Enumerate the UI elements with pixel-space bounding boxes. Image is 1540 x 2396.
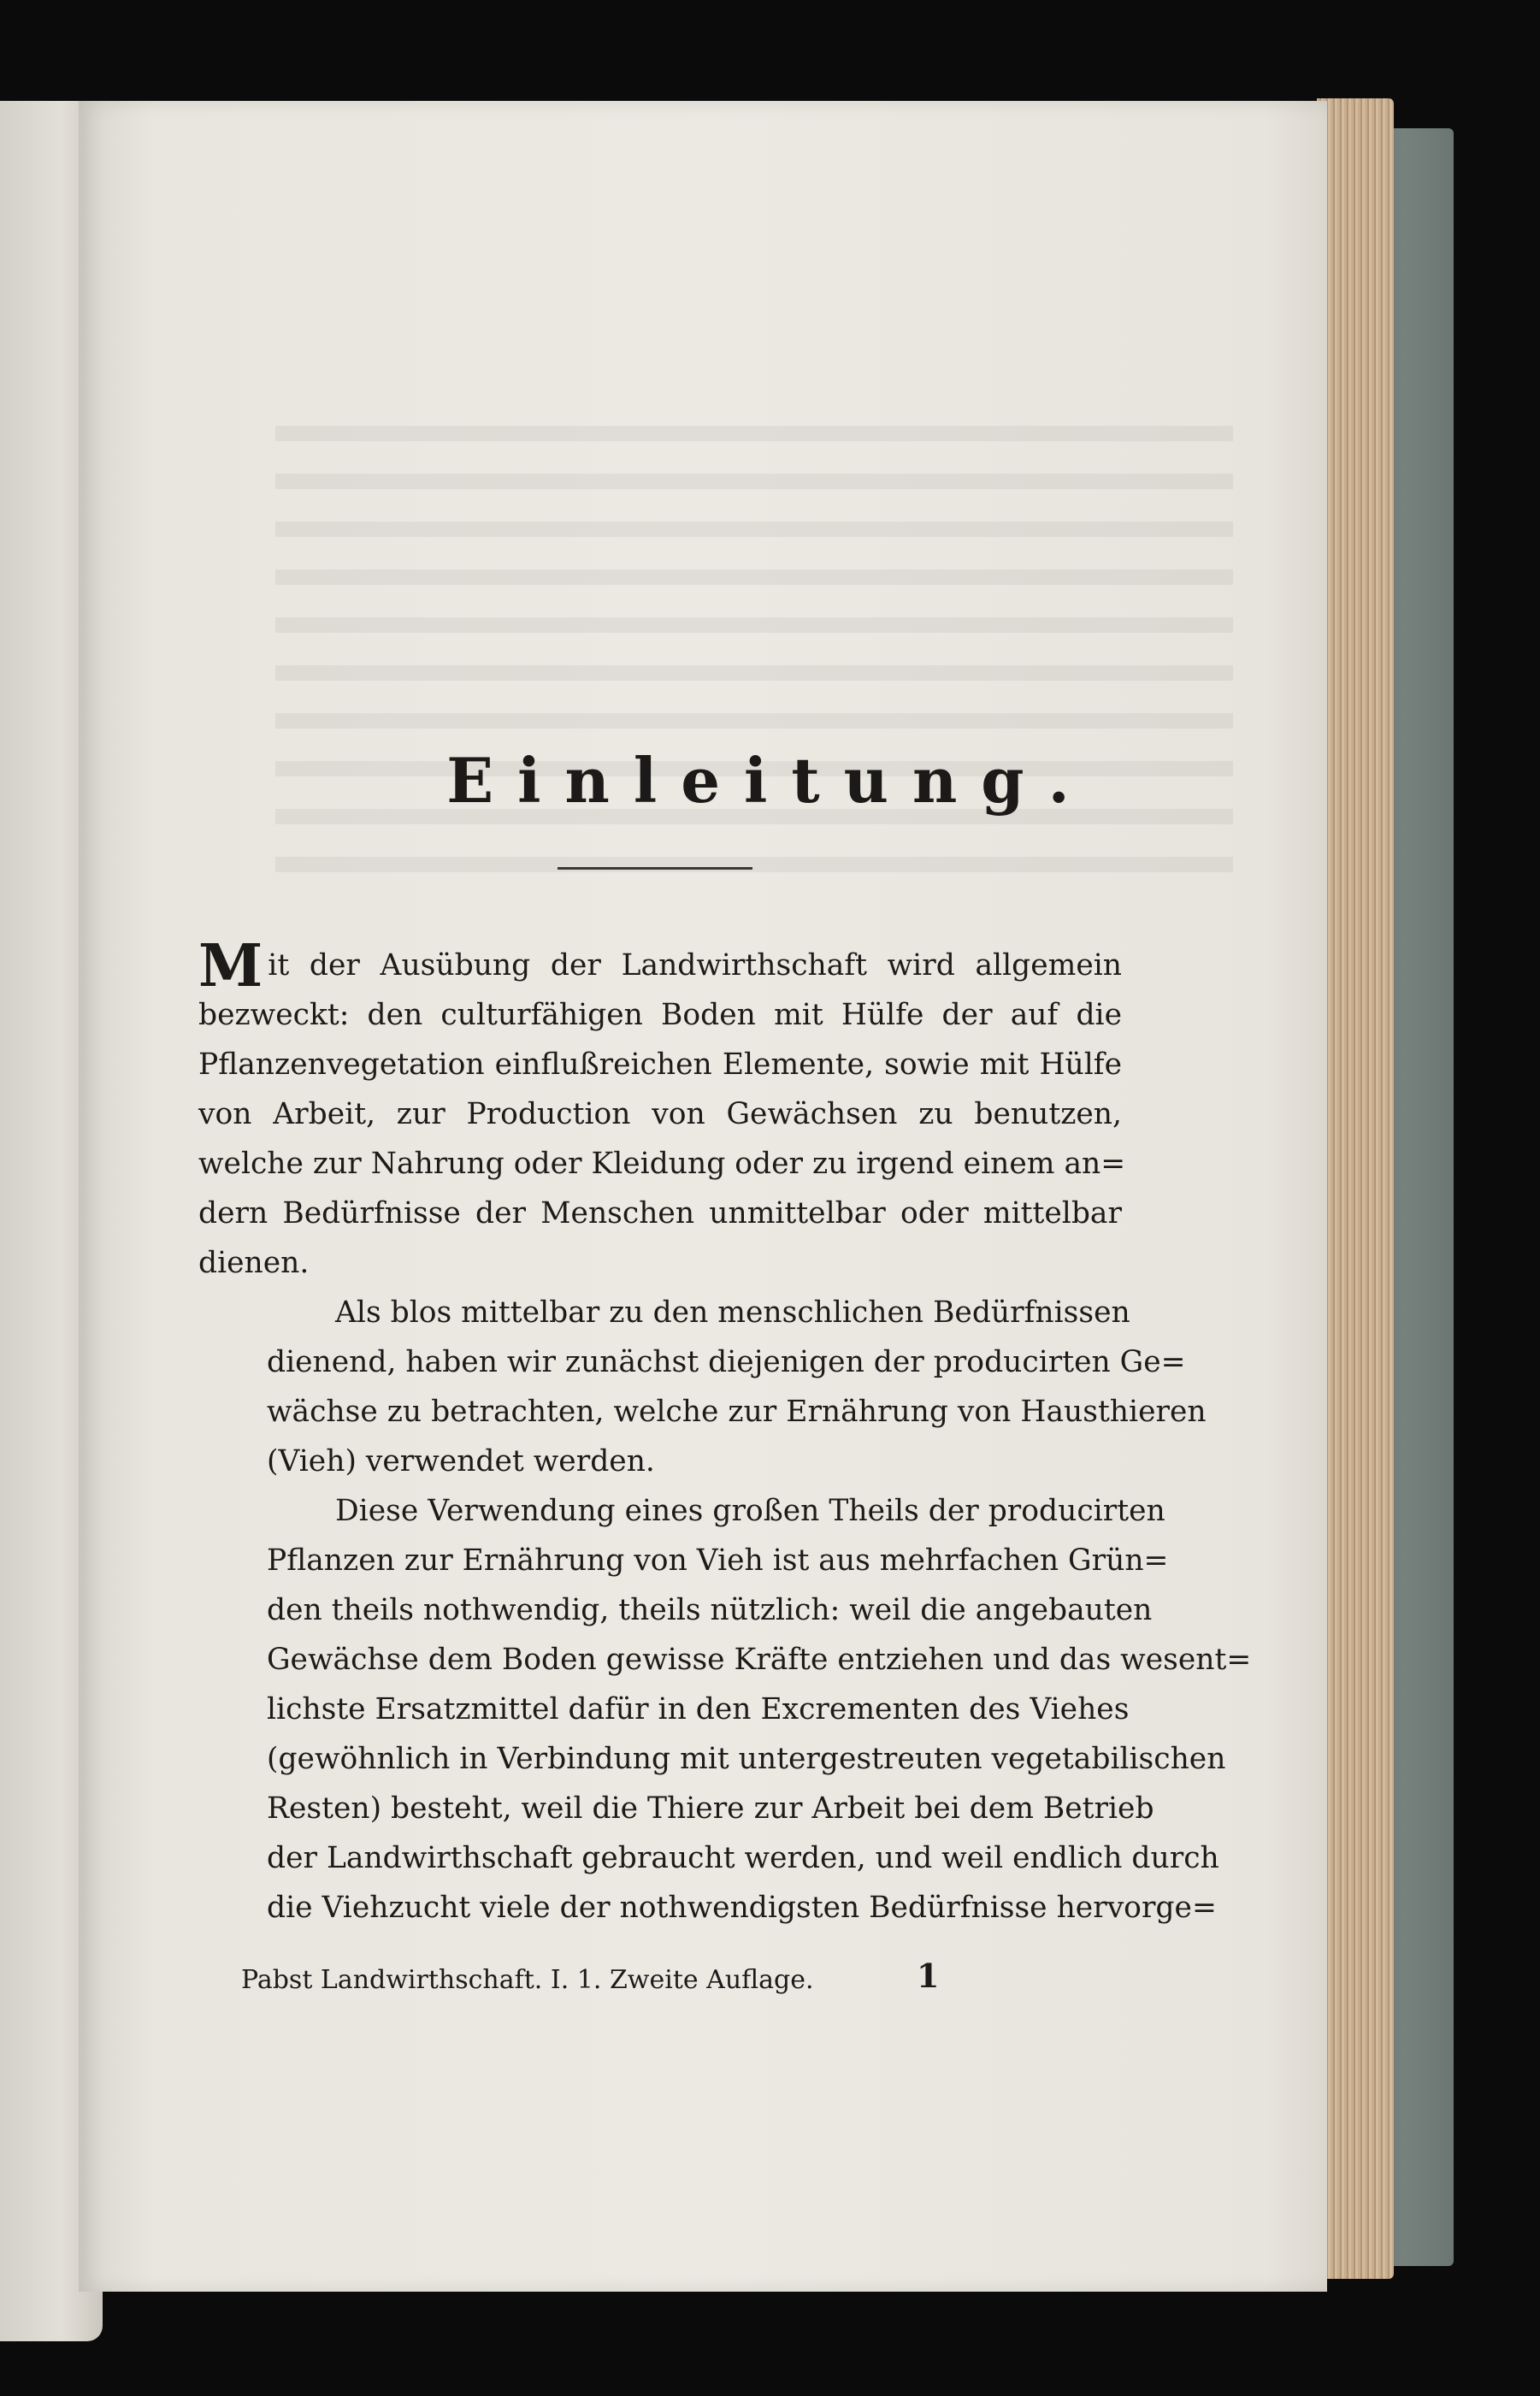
- text-line: dern Bedürfnisse der Menschen unmittelbar oder mittelbar: [198, 1196, 1122, 1230]
- text-line: dienen.: [198, 1246, 310, 1280]
- text-line: Gewächse dem Boden gewisse Kräfte entziehen und das wesent=: [267, 1643, 1252, 1677]
- text-line: (gewöhnlich in Verbindung mit untergestreuten vegetabilischen: [267, 1742, 1226, 1776]
- page-footer: [241, 1956, 1096, 1995]
- text-line: it der Ausübung der Landwirthschaft wird allgemein: [268, 948, 1122, 983]
- text-line: die Viehzucht viele der nothwendigsten Bedürfnisse hervorge=: [267, 1891, 1217, 1925]
- signature-mark: Pabst Landwirthschaft. I. 1. Zweite Auflage.: [241, 1965, 814, 1995]
- text-line: Pflanzenvegetation einflußreichen Elemente, sowie mit Hülfe: [198, 1048, 1122, 1082]
- text-line: Resten) besteht, weil die Thiere zur Arbeit bei dem Betrieb: [267, 1791, 1154, 1826]
- text-line: welche zur Nahrung oder Kleidung oder zu irgend einem an=: [198, 1147, 1126, 1181]
- body-text: [198, 932, 1252, 1933]
- text-line: bezweckt: den culturfähigen Boden mit Hülfe der auf die: [198, 998, 1122, 1032]
- chapter-title: Einleitung.: [446, 744, 1094, 817]
- paragraph-3: [198, 1486, 1252, 1933]
- text-line: Diese Verwendung eines großen Theils der producirten: [335, 1494, 1165, 1528]
- text-line: (Vieh) verwendet werden.: [267, 1444, 655, 1478]
- page-stack-edges: [1317, 98, 1394, 2279]
- drop-cap: M: [198, 932, 263, 1000]
- paragraph-2: [198, 1288, 1207, 1486]
- text-line: von Arbeit, zur Production von Gewächsen zu benutzen,: [198, 1097, 1122, 1131]
- page-number: 1: [917, 1956, 940, 1995]
- text-line: Pflanzen zur Ernährung von Vieh ist aus mehrfachen Grün=: [267, 1543, 1169, 1578]
- title-rule: [558, 867, 752, 870]
- text-line: der Landwirthschaft gebraucht werden, und weil endlich durch: [267, 1841, 1219, 1875]
- text-line: lichste Ersatzmittel dafür in den Excrementen des Viehes: [267, 1692, 1130, 1726]
- text-line: den theils nothwendig, theils nützlich: weil die angebauten: [267, 1593, 1153, 1627]
- text-line: Als blos mittelbar zu den menschlichen Bedürfnissen: [335, 1295, 1130, 1330]
- text-line: wächse zu betrachten, welche zur Ernährung von Hausthieren: [267, 1395, 1207, 1429]
- text-line: dienend, haben wir zunächst diejenigen der producirten Ge=: [267, 1345, 1186, 1379]
- show-through-text: [275, 426, 1233, 905]
- paragraph-1: [198, 932, 1126, 1288]
